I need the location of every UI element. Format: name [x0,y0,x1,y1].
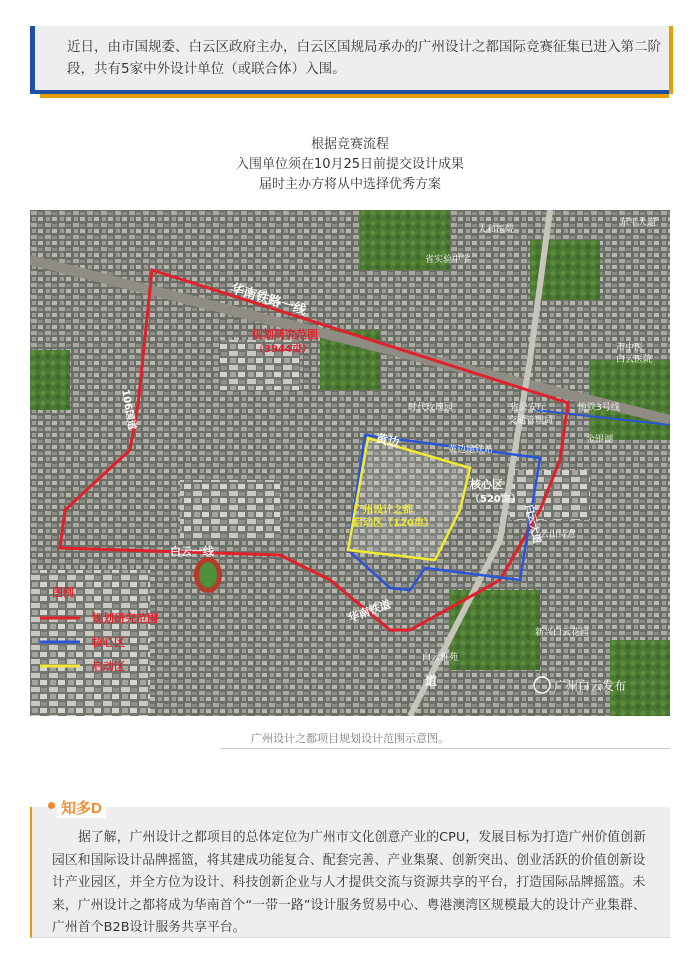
label-core: 核心区 [470,478,503,491]
map-caption: 广州设计之都项目规划设计范围示意图。 [251,732,449,745]
label-road-huangbian: 黄边 [374,431,401,450]
label-research: 规划研究范围 [252,328,318,341]
info-section [30,797,670,937]
label-gongan: 省公安厅 [510,403,547,413]
label-renhe: 人和医院 [478,225,515,235]
info-body-box [30,807,670,938]
legend-title: 图例 [52,586,74,599]
map-urban-2 [180,480,280,540]
label-research-size: （3944亩） [254,344,312,355]
label-road-106: 106国道 [119,388,137,431]
intro-box [30,26,669,90]
label-core-size: （520亩） [470,494,521,505]
map-urban-4 [510,470,590,520]
label-road-huanan: 华南铁道 [346,597,393,625]
label-jiaojing: 交通管理局 [508,416,554,426]
process-line-3: 届时主办方将从中选择优秀方案 [258,177,441,192]
legend-core-label: 核心区 [92,636,125,649]
label-start-sub: 启动区（120亩） [353,518,434,529]
intro-accent-stripe [40,94,669,98]
legend-research-label: 规划研究范围 [92,612,158,625]
label-station: 黄边地铁站 [448,445,494,455]
label-railway: 华南铁路一线 [228,281,308,319]
label-jinyinhu: 金银湖 [586,435,614,445]
label-road-baiyun-ave: 白云大道 [523,503,543,545]
info-body-text: 据了解，广州设计之都项目的总体定位为广州市文化创意产业的CPU，发展目标为打造广州价值创新园区和国际设计品牌摇篮，将其建成功能复合、配套完善、产业集聚、创新突出、创业活跃的价值创新设计产业园区，并全方位为设计、科技创新企业与人才提供交流与资源共享的平台，打造国际品牌摇篮。未来，广州设计之都将成为华南首个“一带一路”设计服务贸易中心、粤港澳湾区规模最大的设计产业集群、广州首个B2B设计服务共享平台。 [52,830,646,935]
label-sheng: 省实验中学 [425,255,471,265]
section-tag: 知多D [57,797,106,818]
process-line-2: 入围单位须在10月25日前提交设计成果 [235,157,465,172]
label-metro3: 地铁3号线 [578,403,620,413]
caption-divider [220,748,670,749]
intro-text: 近日，由市国规委、白云区政府主办，白云区国规局承办的广州设计之都国际竞赛征集已进入第二阶段，共有5家中外设计单位（或联合体）入围。 [67,39,661,77]
intro-bottom-bar [30,90,669,94]
watermark-text: 广州白云发布 [554,679,627,693]
map-green-7 [610,640,670,716]
label-dao: 道 [425,674,438,688]
label-baiyun-yuan: 白云雅苑 [422,653,459,663]
map-green-6 [450,590,540,670]
label-zhongxue2: 白云医院 [616,355,653,365]
label-start: 广州设计之都 [353,505,413,516]
label-xinxing: 新兴白云花园 [535,628,590,638]
label-zhongxue: 市中医 [616,343,644,353]
label-road-baiyun: 白云一线 [170,545,214,558]
label-dongping: 东平大道 [620,218,657,228]
legend-start-label: 启动区 [92,660,125,673]
label-shidai: 时代玫瑰园 [408,403,454,413]
planning-map [30,210,670,716]
intro-left-bar [30,26,35,90]
process-line-1: 根据竞赛流程 [310,137,389,152]
map-svg [30,210,670,716]
label-yunshan: 云山诗意 [540,530,577,540]
map-green-3 [30,350,70,410]
tag-dot-icon [48,802,55,809]
